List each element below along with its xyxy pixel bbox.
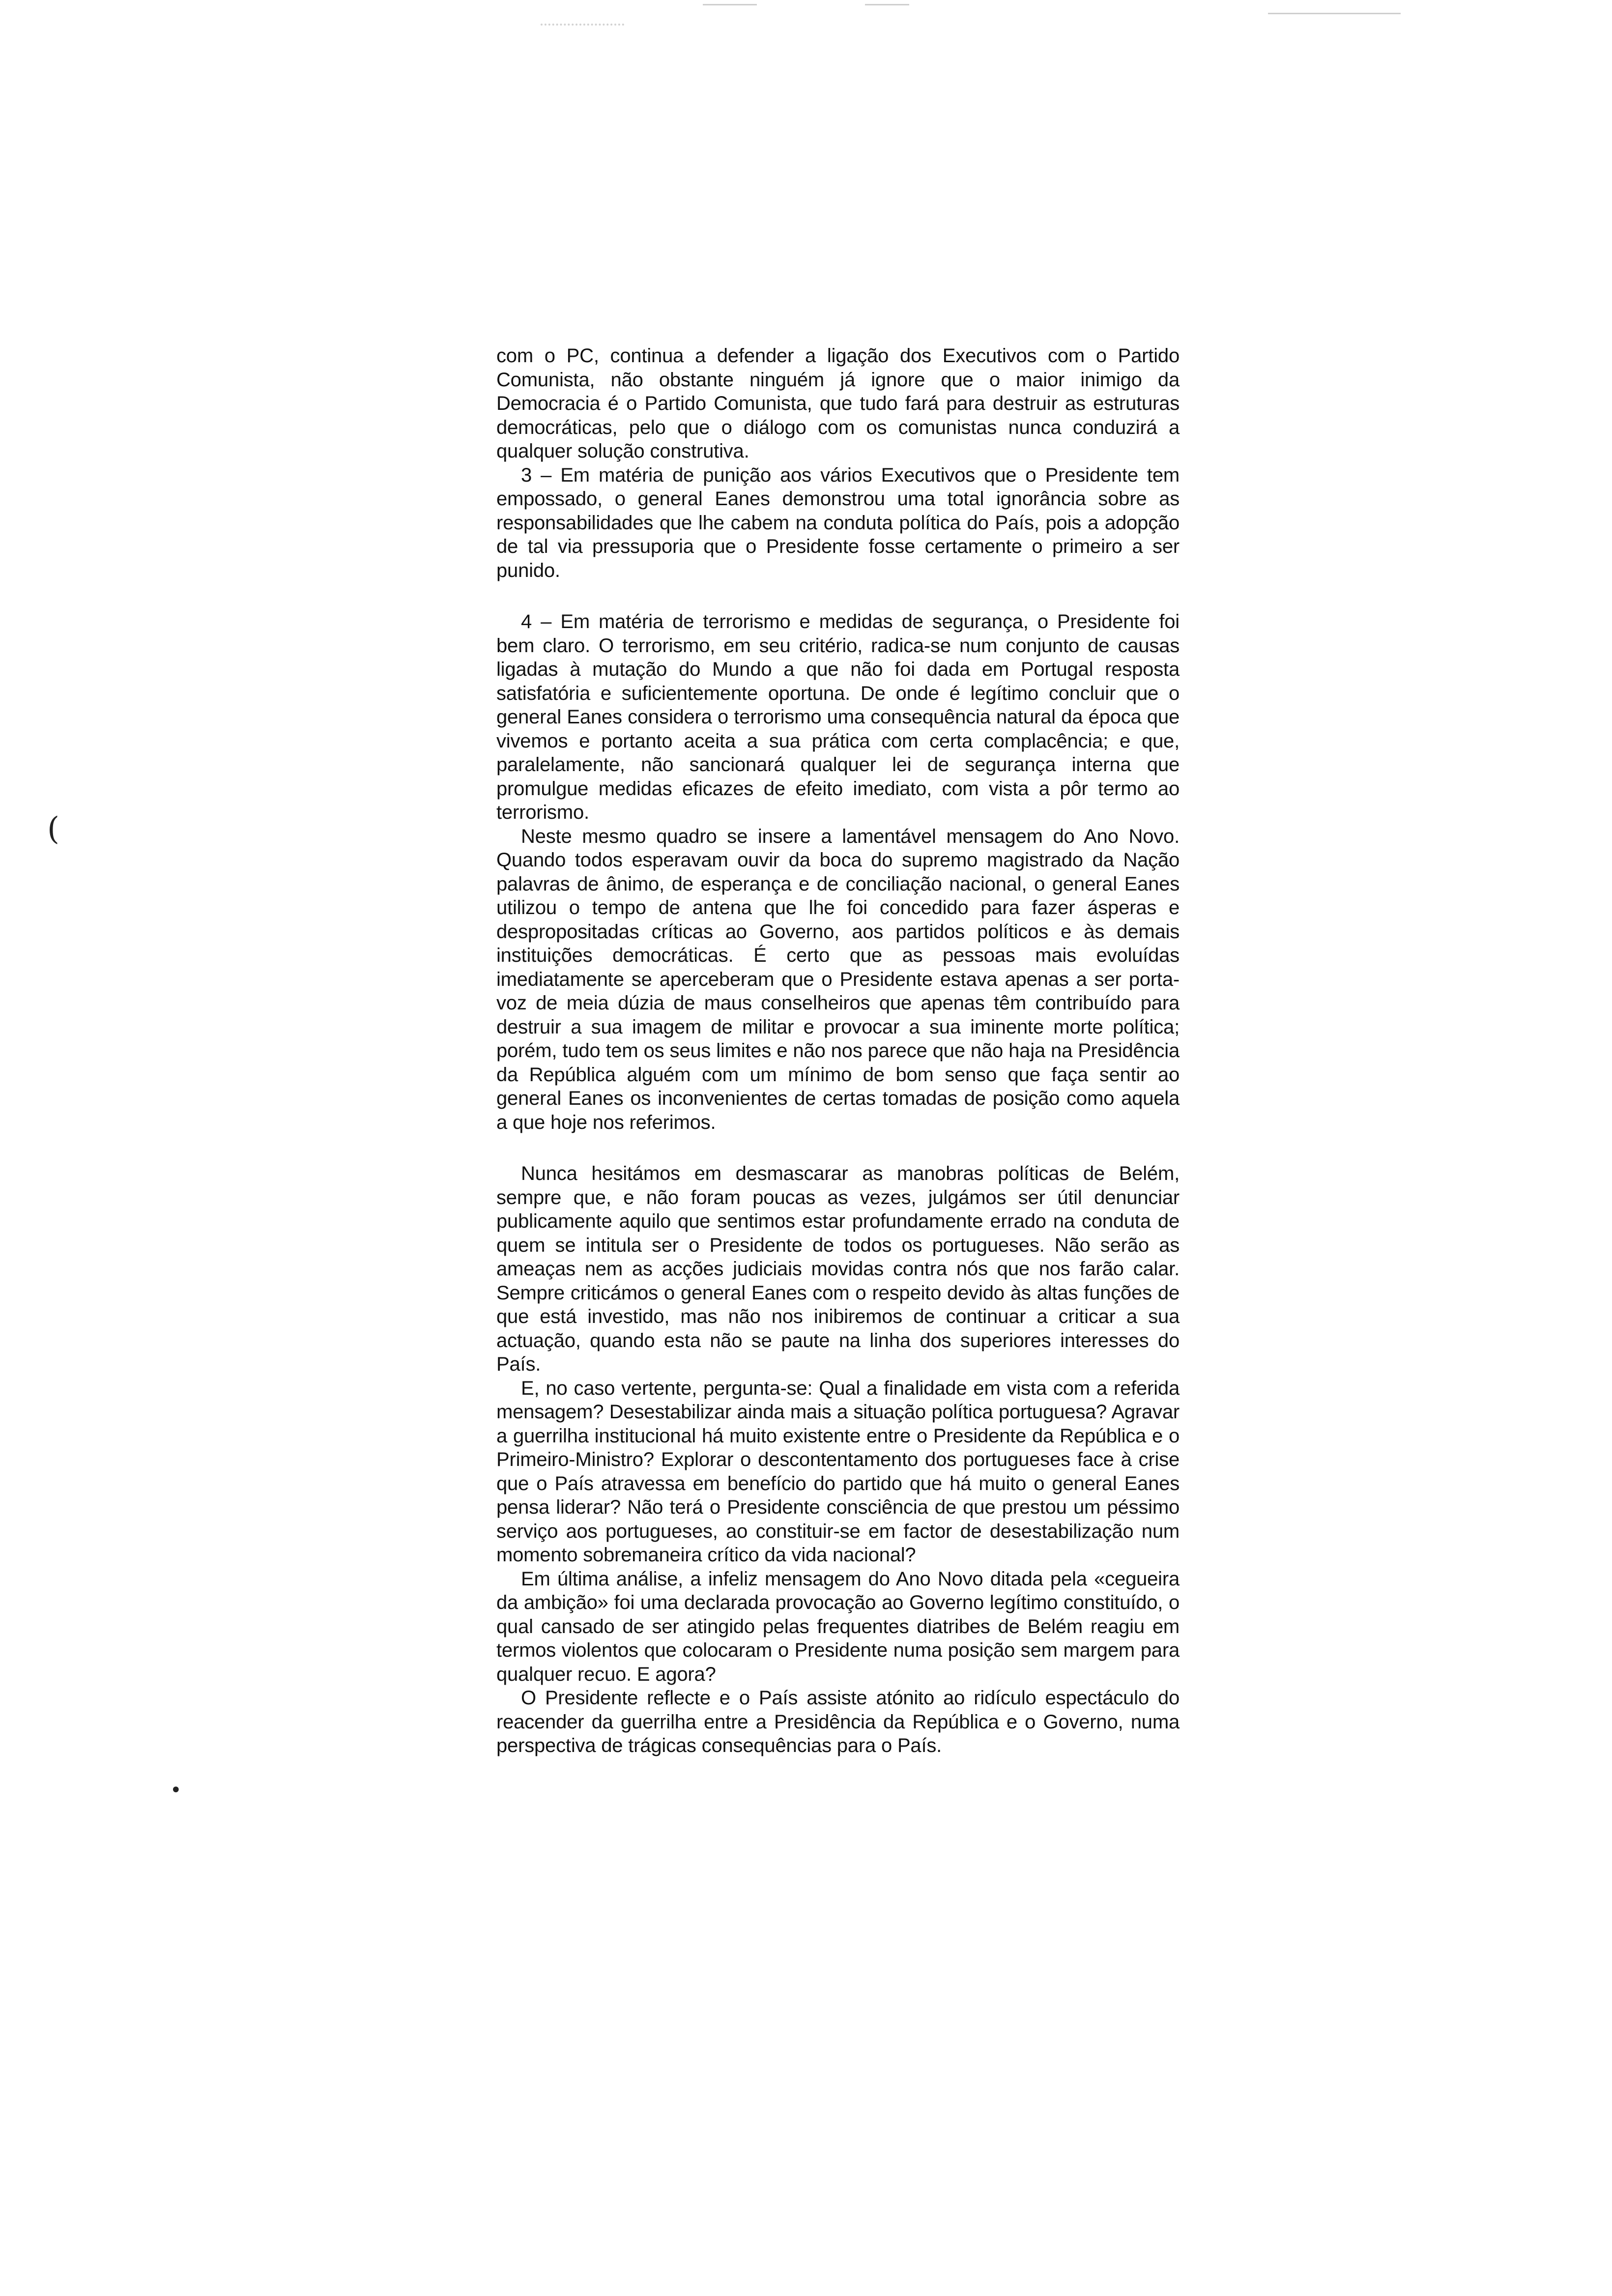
paragraph-final-analysis: Em última análise, a infeliz mensagem do Ano Novo ditada pela «cegueira da ambição» foi uma declarada provocação ao Governo legítimo constituído, o qual cansado de ser atingido pelas frequentes diatribes de Belém reagiu em termos violentos que colocaram o Presidente numa posição sem margem para qualquer recuo. E agora? (496, 1568, 1180, 1685)
scan-artifact-line (865, 4, 909, 5)
margin-dot-mark: • (170, 1779, 182, 1802)
paragraph-point-3: 3 – Em matéria de punição aos vários Executivos que o Presidente tem empossado, o general Eanes demonstrou uma total ignorância sobre as responsabilidades que lhe cabem na conduta política do País, pois a adopção de tal via pressuporia que o Presidente fosse certamente o primeiro a ser punido. (496, 464, 1180, 581)
paragraph-questions: E, no caso vertente, pergunta-se: Qual a finalidade em vista com a referida mensagem? Desestabilizar ainda mais a situação política portuguesa? Agravar a guerrilha institucional há muito existente entre o Presidente da República e o Primeiro-Ministro? Explorar o descontentamento dos portugueses face à crise que o País atravessa em benefício do partido que há muito o general Eanes pensa liderar? Não terá o Presidente consciência de que prestou um péssimo serviço aos portugueses, ao constituir-se em factor de desestabilização num momento sobremaneira crítico da vida nacional? (496, 1377, 1180, 1566)
paragraph-conclusion: O Presidente reflecte e o País assiste atónito ao ridículo espectáculo do reacender da guerrilha entre a Presidência da República e o Governo, numa perspectiva de trágicas consequências para o País. (496, 1687, 1180, 1756)
paragraph-point-4: 4 – Em matéria de terrorismo e medidas de segurança, o Presidente foi bem claro. O terrorismo, em seu critério, radica-se num conjunto de causas ligadas à mutação do Mundo a que não foi dada em Portugal resposta satisfatória e suficientemente oportuna. De onde é legítimo concluir que o general Eanes considera o terrorismo uma consequência natural da época que vivemos e portanto aceita a sua prática com certa complacência; e que, paralelamente, não sancionará qualquer lei de segurança interna que promulgue medidas eficazes de efeito imediato, com vista a pôr termo ao terrorismo. (496, 611, 1180, 823)
paragraph-continuation: com o PC, continua a defender a ligação dos Executivos com o Partido Comunista, não obstante ninguém já ignore que o maior inimigo da Democracia é o Partido Comunista, que tudo fará para destruir as estruturas democráticas, pelo que o diálogo com os comunistas nunca conduzirá a qualquer solução construtiva. (496, 345, 1180, 462)
margin-bracket-mark: ( (47, 811, 59, 847)
scan-artifact-line (1268, 13, 1401, 14)
scan-artifact-dots (541, 24, 624, 28)
scan-artifact-line (703, 4, 757, 5)
paragraph-new-year-message: Neste mesmo quadro se insere a lamentável mensagem do Ano Novo. Quando todos esperavam ouvir da boca do supremo magistrado da Nação palavras de ânimo, de esperança e de conciliação nacional, o general Eanes utilizou o tempo de antena que lhe foi concedido para fazer ásperas e despropositadas críticas ao Governo, aos partidos políticos e às demais instituições democráticas. É certo que as pessoas mais evoluídas imediatamente se aperceberam que o Presidente estava apenas a ser porta-voz de meia dúzia de maus conselheiros que apenas têm contribuído para destruir a sua imagem de militar e provocar a sua iminente morte política; porém, tudo tem os seus limites e não nos parece que não haja na Presidência da República alguém com um mínimo de bom senso que faça sentir ao general Eanes os inconvenientes de certas tomadas de posição como aquela a que hoje nos referimos. (496, 825, 1180, 1133)
paragraph-never-hesitated: Nunca hesitámos em desmascarar as manobras políticas de Belém, sempre que, e não foram poucas as vezes, julgámos ser útil denunciar publicamente aquilo que sentimos estar profundamente errado na conduta de quem se intitula ser o Presidente de todos os portugueses. Não serão as ameaças nem as acções judiciais movidas contra nós que nos farão calar. Sempre criticámos o general Eanes com o respeito devido às altas funções de que está investido, mas não nos inibiremos de continuar a criticar a sua actuação, quando esta não se paute na linha dos superiores interesses do País. (496, 1163, 1180, 1375)
article-body (496, 344, 1180, 1758)
